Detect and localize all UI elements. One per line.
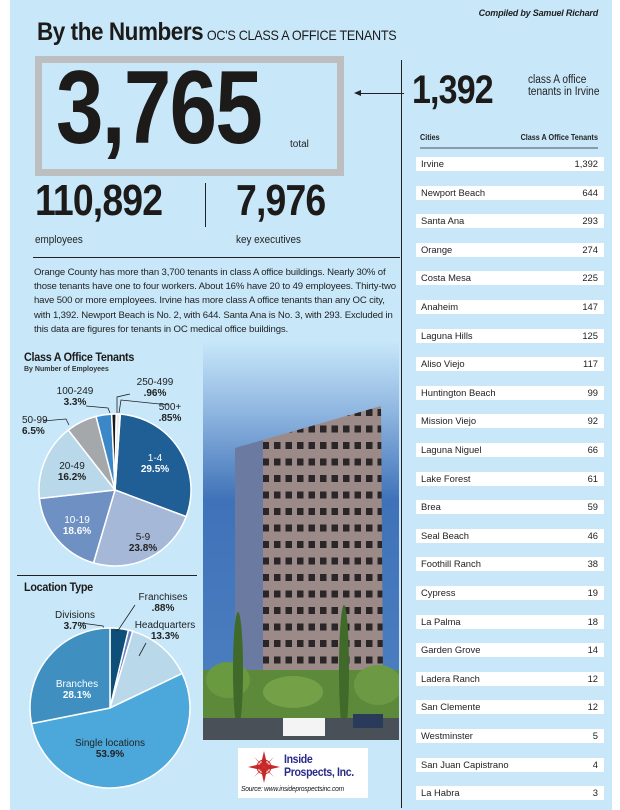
slice-label: 10-19 [64,515,90,526]
city-name: San Clemente [421,701,481,713]
table-row [416,672,604,686]
executives-value: 7,976 [236,176,326,225]
city-name: Westminster [421,730,473,741]
tenant-count: 92 [587,415,598,427]
table-row [416,758,604,772]
slice-value: 18.6% [62,526,92,537]
slice-value: 13.3% [150,631,180,642]
table-row [416,615,604,629]
city-name: Irvine [421,158,444,169]
logo-name-line2: Prospects, Inc. [284,765,354,779]
total-label: total [290,139,309,150]
infographic-page [10,0,612,810]
slice-value: .96% [143,388,167,399]
slice-value: 28.1% [62,690,92,701]
slice-value: .88% [151,603,175,614]
leader-line [116,605,135,631]
tenant-count: 3 [592,787,598,799]
slice-label: 500+ [158,402,182,413]
stat-divider [205,183,206,227]
logo-name-line1: Inside [284,752,313,766]
tenant-count: 644 [582,186,598,198]
city-name: La Palma [421,615,461,627]
tenant-count: 66 [587,444,598,455]
location-pie-chart [15,593,205,808]
city-name: Mission Viejo [421,415,477,427]
tenant-count: 12 [587,672,598,684]
slice-label: Divisions [54,610,96,621]
table-row [416,643,604,657]
table-row [416,557,604,571]
page-subtitle: OC'S CLASS A OFFICE TENANTS [206,27,397,43]
table-row [416,500,604,514]
column-divider [401,60,402,808]
city-name: Laguna Hills [421,329,473,341]
table-row [416,443,604,457]
tenant-count: 5 [592,730,598,741]
irvine-label-line2: tenants in Irvine [528,86,600,98]
employees-pie-chart [15,375,205,575]
city-name: Anaheim [421,301,459,312]
slice-value: 3.7% [63,621,87,632]
slice-label: 100-249 [56,386,94,397]
tenant-count: 225 [582,272,598,284]
office-building-photo [203,340,399,740]
tenant-count: 19 [587,587,598,598]
arrow-icon [356,93,404,94]
tenant-count: 18 [587,615,598,627]
tenant-count: 1,392 [574,158,598,169]
city-name: San Juan Capistrano [421,758,509,770]
table-row [416,271,604,285]
tenant-count: 4 [592,758,598,770]
city-name: Foothill Ranch [421,558,481,570]
table-row [416,243,604,257]
table-row [416,472,604,486]
table-row [416,586,604,600]
slice-label: Franchises [138,593,188,603]
section-divider [33,257,400,258]
pie-slice-branches [30,628,110,724]
city-name: Huntington Beach [421,386,496,398]
slice-label: 50-99 [22,415,48,426]
slice-value: 6.5% [22,426,45,437]
slice-label: Headquarters [134,620,196,631]
slice-value: 16.2% [57,472,87,483]
slice-value: 53.9% [95,749,125,760]
leader-line [86,406,110,413]
header-rule [420,147,598,149]
slice-label: 1-4 [147,453,163,464]
pie1-title: Class A Office Tenants [24,350,135,364]
city-name: Garden Grove [421,644,481,656]
title-main: By the Numbers [37,18,204,46]
employees-label: employees [35,234,83,246]
inside-prospects-logo [238,748,368,798]
column-header-tenants: Class A Office Tenants [520,133,598,142]
pie1-subtitle: By Number of Employees [24,366,109,373]
column-header-cities: Cities [420,133,440,142]
table-row [416,357,604,371]
city-name: Santa Ana [421,215,465,227]
slice-value: 3.3% [63,397,87,408]
slice-value: 29.5% [140,464,170,475]
slice-label: Branches [55,679,99,690]
table-row [416,786,604,800]
tenant-count: 14 [587,644,598,656]
city-name: Orange [421,243,453,255]
city-name: La Habra [421,787,460,799]
tenant-count: 61 [587,472,598,484]
slice-label: 5-9 [135,532,151,543]
table-row [416,729,604,743]
chart-divider [17,575,197,576]
table-row [416,214,604,228]
city-name: Ladera Ranch [421,672,480,684]
city-name: Laguna Niguel [421,444,482,455]
tenant-count: 293 [582,215,598,227]
table-row [416,414,604,428]
tenant-count: 99 [587,386,598,398]
city-name: Aliso Viejo [421,358,465,370]
table-row [416,157,604,171]
tenant-count: 46 [587,529,598,541]
leader-line [117,394,130,413]
slice-value: 23.8% [128,543,158,554]
page-title [37,18,396,47]
irvine-value: 1,392 [412,68,493,112]
source-credit: Source: www.insideprospectsinc.com [241,784,344,793]
city-name: Cypress [421,587,456,598]
slice-value: .85% [158,413,182,424]
tenant-count: 117 [583,358,598,370]
tenant-count: 12 [587,701,598,713]
tenant-count: 125 [582,329,598,341]
city-name: Brea [421,501,441,513]
city-name: Costa Mesa [421,272,472,284]
total-value: 3,765 [56,50,262,166]
total-box [35,50,344,176]
irvine-label-line1: class A office [528,74,587,86]
tenant-count: 147 [582,301,598,312]
table-row [416,386,604,400]
pie2-title: Location Type [24,580,93,594]
city-name: Lake Forest [421,472,471,484]
credit-line: Compiled by Samuel Richard [478,8,598,18]
city-name: Seal Beach [421,529,469,541]
table-row [416,300,604,314]
irvine-label [528,74,599,98]
tenant-count: 274 [582,243,598,255]
slice-label: Single locations [74,738,146,749]
employees-value: 110,892 [35,176,163,225]
table-row [416,529,604,543]
table-row [416,329,604,343]
slice-label: 20-49 [59,461,85,472]
table-row [416,700,604,714]
slice-label: 250-499 [136,377,174,388]
logo-name [284,753,354,779]
table-row [416,186,604,200]
tenant-count: 38 [587,558,598,570]
executives-label: key executives [236,234,301,246]
tenant-count: 59 [587,501,598,513]
compass-icon [244,750,284,784]
city-name: Newport Beach [421,186,486,198]
summary-paragraph: Orange County has more than 3,700 tenants in class A office buildings. Nearly 30% of those tenants have one to four workers. About 16% have 20 to 49 employees. Thirty-two have 500 or more employees. Irvine has more class A office tenants than any OC city, with 1,392. Newport Beach is No. 2, with 644. Santa Ana is No. 3, with 293. Excluded in this data are figures for tenants in OC medical office buildings. [34,267,396,335]
